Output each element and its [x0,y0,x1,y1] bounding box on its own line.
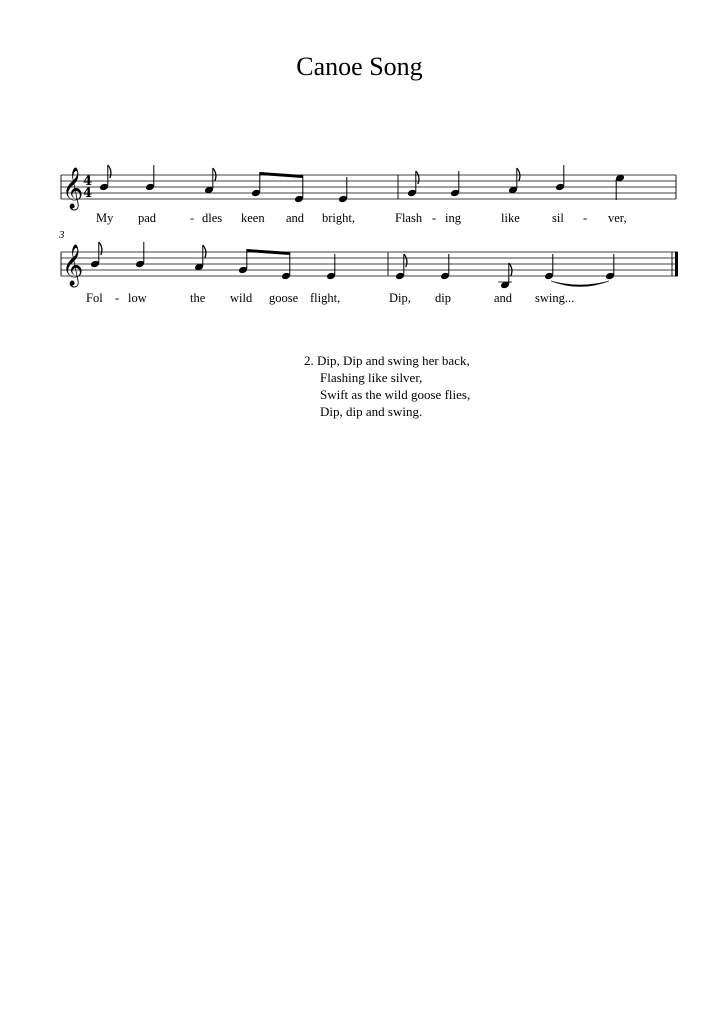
lyric-hyphen: - [583,211,588,225]
verse-2 [304,352,470,420]
page-title: Canoe Song [296,52,423,81]
lyric-syllable: keen [241,211,265,225]
lyric-syllable: ing [445,211,461,225]
lyric-syllable: pad [138,211,157,225]
lyric-syllable: and [494,291,513,305]
note [555,165,565,191]
lyric-syllable: and [286,211,305,225]
staff-system-2 [58,229,678,305]
lyric-syllable: goose [269,291,299,305]
time-signature-top: 4 [83,174,93,189]
lyric-syllable: low [128,291,147,305]
lyric-syllable: the [190,291,206,305]
lyric-syllable: Dip, [389,291,411,305]
verse-line: Swift as the wild goose flies, [320,387,471,402]
note [145,165,155,191]
notes-system-1 [99,165,625,203]
lyric-syllable: Flash [395,211,423,225]
lyrics-system-1 [96,211,627,225]
measure-number: 3 [59,229,65,241]
note [135,242,145,268]
verse-number: 2. [304,353,314,368]
lyric-syllable: like [501,211,520,225]
lyric-syllable: Fol [86,291,103,305]
lyric-hyphen: - [190,211,195,225]
treble-clef-icon: 𝄞 [62,245,84,286]
verse-line: Dip, Dip and swing her back, [317,353,470,368]
lyric-syllable: dip [435,291,451,305]
lyric-syllable: sil [552,211,564,225]
lyric-syllable: dles [202,211,223,225]
staff-system-1 [61,165,676,225]
verse-line: Dip, dip and swing. [320,404,423,419]
notes-system-2 [90,242,615,289]
lyric-syllable: My [96,211,114,225]
lyric-hyphen: - [432,211,437,225]
lyric-syllable: flight, [310,291,341,305]
verse-line: Flashing like silver, [320,370,423,385]
tie [551,281,609,287]
lyric-syllable: wild [230,291,253,305]
note-beam-group [251,172,304,203]
lyric-syllable: bright, [322,211,355,225]
lyrics-system-2 [86,291,574,305]
lyric-hyphen: - [115,291,120,305]
lyric-syllable: ver, [608,211,627,225]
treble-clef-icon: 𝄞 [62,168,84,209]
note-beam-group [238,249,291,280]
verse-line-first [304,352,470,369]
lyric-syllable: swing... [535,291,575,305]
time-signature-bottom: 4 [83,186,93,201]
